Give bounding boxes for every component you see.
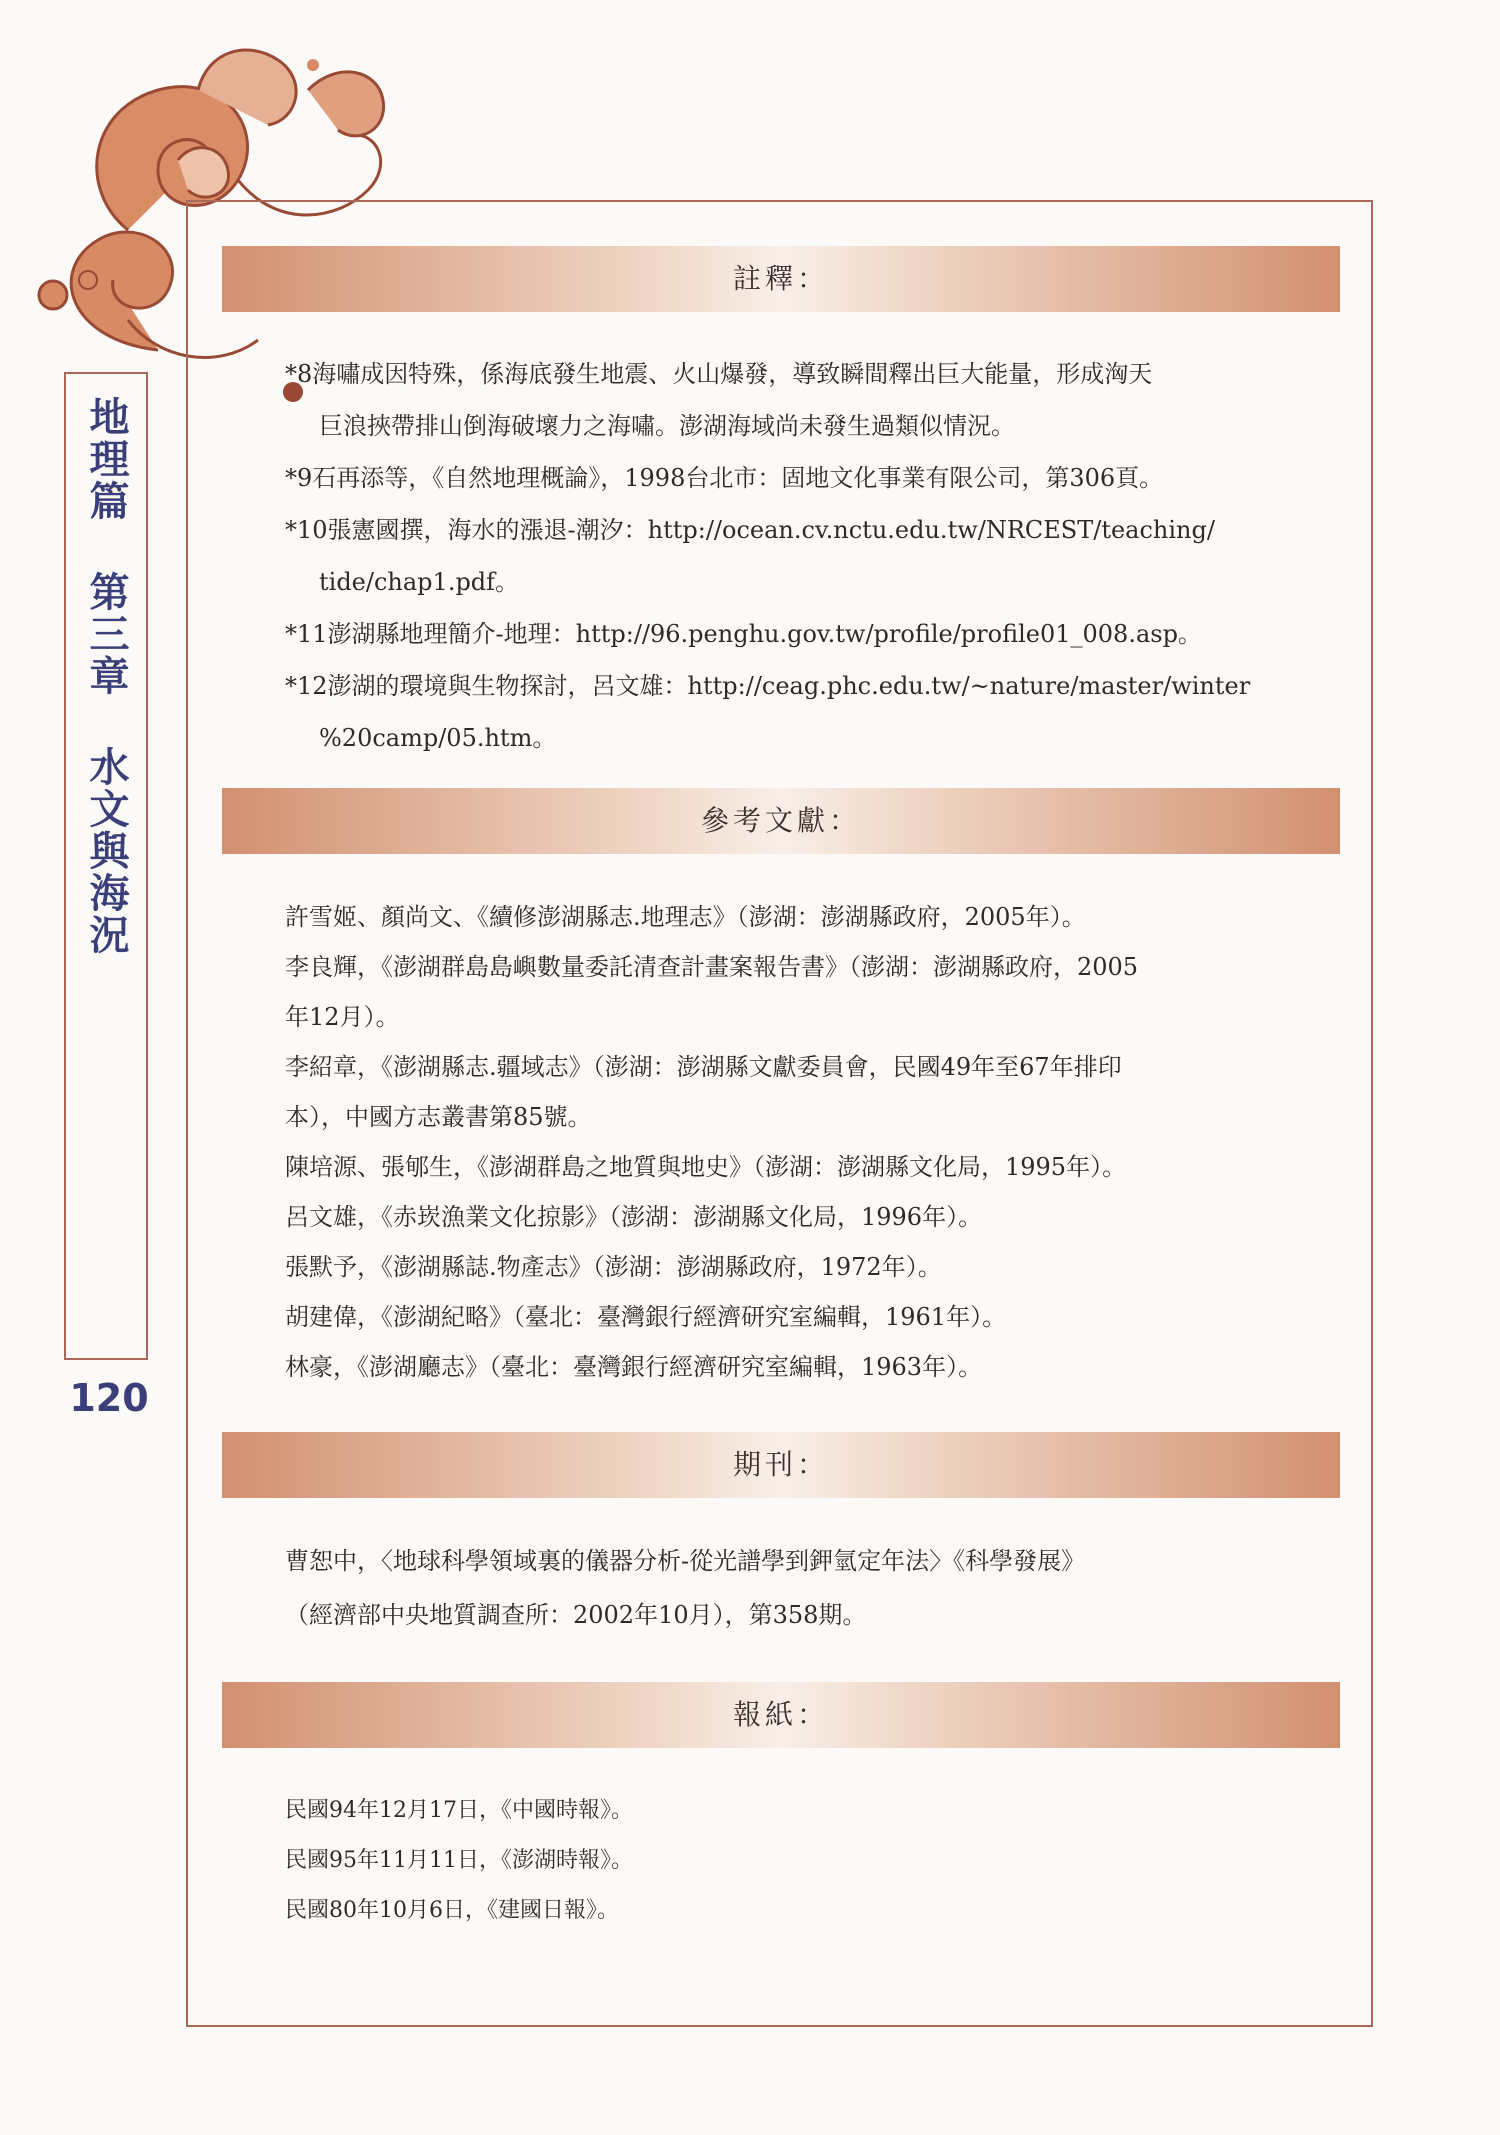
notes-heading-band bbox=[222, 246, 1340, 312]
list-item: 年12月）。 bbox=[285, 1003, 400, 1031]
list-item: 巨浪挾帶排山倒海破壞力之海嘯。澎湖海域尚未發生過類似情況。 bbox=[319, 412, 1015, 440]
chapter-side-tab bbox=[64, 372, 148, 1360]
references-heading-band bbox=[222, 788, 1340, 854]
list-item: 民國95年11月11日，《澎湖時報》。 bbox=[285, 1848, 633, 1873]
list-item: 李良輝，《澎湖群島島嶼數量委託清查計畫案報告書》（澎湖：澎湖縣政府，2005 bbox=[285, 953, 1139, 981]
newspapers-list bbox=[285, 1786, 1355, 1936]
list-item: *12澎湖的環境與生物探討，呂文雄：http://ceag.phc.edu.tw/~nature/master/winter bbox=[285, 672, 1251, 700]
newspapers-heading: 報紙： bbox=[732, 1698, 829, 1731]
journals-heading-band bbox=[222, 1432, 1340, 1498]
notes-list bbox=[285, 348, 1355, 764]
list-item: 許雪姬、顏尚文、《續修澎湖縣志.地理志》（澎湖：澎湖縣政府，2005年）。 bbox=[285, 903, 1086, 931]
list-item: 民國94年12月17日，《中國時報》。 bbox=[285, 1798, 633, 1823]
list-item: 民國80年10月6日，《建國日報》。 bbox=[285, 1898, 619, 1923]
list-item: *9石再添等，《自然地理概論》，1998台北市：固地文化事業有限公司，第306頁。 bbox=[285, 464, 1164, 492]
list-item: 呂文雄，《赤崁漁業文化掠影》（澎湖：澎湖縣文化局，1996年）。 bbox=[285, 1203, 983, 1231]
journals-list bbox=[285, 1534, 1355, 1642]
list-item: 李紹章，《澎湖縣志.疆域志》（澎湖：澎湖縣文獻委員會，民國49年至67年排印 bbox=[285, 1053, 1122, 1081]
list-item: 本），中國方志叢書第85號。 bbox=[285, 1103, 592, 1131]
list-item: *8海嘯成因特殊，係海底發生地震、火山爆發，導致瞬間釋出巨大能量，形成洶天 bbox=[285, 360, 1153, 388]
list-item: 胡建偉，《澎湖紀略》（臺北：臺灣銀行經濟研究室編輯，1961年）。 bbox=[285, 1303, 1007, 1331]
list-item: 林豪，《澎湖廳志》（臺北：臺灣銀行經濟研究室編輯，1963年）。 bbox=[285, 1353, 983, 1381]
references-list bbox=[285, 892, 1355, 1392]
list-item: 張默予，《澎湖縣誌.物產志》（澎湖：澎湖縣政府，1972年）。 bbox=[285, 1253, 942, 1281]
list-item: %20camp/05.htm。 bbox=[319, 724, 557, 752]
list-item: 曹恕中，〈地球科學領域裏的儀器分析-從光譜學到鉀氫定年法〉《科學發展》 bbox=[285, 1547, 1086, 1575]
list-item: 陳培源、張郇生，《澎湖群島之地質與地史》（澎湖：澎湖縣文化局，1995年）。 bbox=[285, 1153, 1127, 1181]
notes-heading: 註釋： bbox=[732, 262, 829, 295]
list-item: tide/chap1.pdf。 bbox=[319, 568, 520, 596]
list-item: *11澎湖縣地理簡介-地理：http://96.penghu.gov.tw/profile/profile01_008.asp。 bbox=[285, 620, 1202, 648]
chapter-title: 地理篇 第三章 水文與海況 bbox=[83, 396, 130, 956]
page-number: 120 bbox=[69, 1376, 149, 1420]
newspapers-heading-band bbox=[222, 1682, 1340, 1748]
references-heading: 參考文獻： bbox=[700, 804, 861, 837]
list-item: （經濟部中央地質調查所：2002年10月），第358期。 bbox=[285, 1601, 867, 1629]
journals-heading: 期刊： bbox=[732, 1448, 829, 1481]
list-item: *10張憲國撰，海水的漲退-潮汐：http://ocean.cv.nctu.edu.tw/NRCEST/teaching/ bbox=[285, 516, 1215, 544]
